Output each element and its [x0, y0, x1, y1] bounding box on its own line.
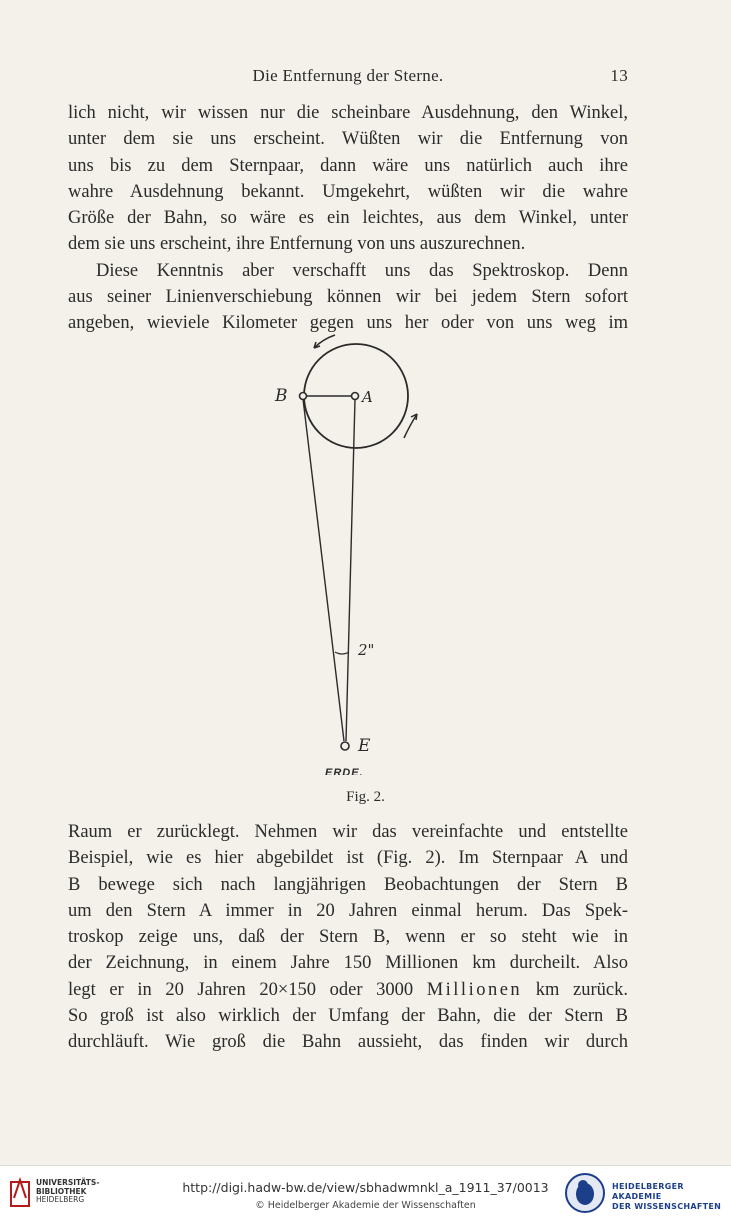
- running-title: Die Entfernung der Sterne.: [252, 66, 444, 85]
- text-line: lich nicht, wir wissen nur die scheinbare Ausdehnung, den Winkel,: [68, 103, 628, 123]
- sightline-a: [346, 399, 355, 741]
- angle-arc: [335, 652, 349, 654]
- text-line: Diese Kenntnis aber verschafft uns das Spektroskop. Denn: [96, 260, 628, 281]
- text-line: um den Stern A immer in 20 Jahren einmal herum. Das Spek-: [68, 900, 628, 921]
- arrow-top-icon: [314, 335, 335, 348]
- label-b: B: [275, 386, 288, 406]
- footer-bar: [0, 1165, 731, 1220]
- text-line: der Zeichnung, in einem Jahre 150 Millionen km durcheilt. Also: [68, 953, 628, 974]
- text-line: Größe der Bahn, so wäre es ein leichtes, aus dem Winkel, unter: [68, 208, 628, 229]
- copyright-notice: © Heidelberger Akademie der Wissenschaften: [255, 1200, 476, 1211]
- label-e: E: [358, 736, 371, 756]
- page-header: [68, 66, 628, 90]
- label-a: A: [362, 388, 373, 406]
- arrow-right-icon: [404, 414, 417, 438]
- page-number: 13: [610, 66, 628, 85]
- text-line: uns bis zu dem Sternpaar, dann wäre uns natürlich auch ihre: [68, 155, 628, 176]
- text-segment: legt er in 20 Jahren 20×150 oder 3000: [68, 979, 414, 1000]
- text-segment: km zurück.: [535, 979, 629, 1000]
- text-line: Raum er zurücklegt. Nehmen wir das vereinfachte und entstellte: [68, 822, 628, 842]
- text-line: Beispiel, wie es hier abgebildet ist (Fig. 2). Im Sternpaar A und: [68, 848, 628, 869]
- text-line: durchläuft. Wie groß die Bahn aussieht, das finden wir durch: [68, 1032, 628, 1053]
- text-line: So groß ist also wirklich der Umfang der Bahn, die der Stern B: [68, 1006, 628, 1027]
- text-line: angeben, wieviele Kilometer gegen uns her oder von uns weg im: [68, 313, 628, 334]
- text-line: wahre Ausdehnung bekannt. Umgekehrt, wüßten wir die wahre: [68, 181, 628, 202]
- text-line: B bewege sich nach langjährigen Beobachtungen der Stern B: [68, 874, 628, 895]
- sightline-b: [303, 399, 344, 741]
- university-library-name: UNIVERSITÄTS- BIBLIOTHEK HEIDELBERG: [36, 1178, 100, 1204]
- label-angle: 2": [358, 641, 375, 659]
- label-earth: ERDE.: [325, 767, 364, 775]
- text-line: dem sie uns erscheint, ihre Entfernung von uns auszurechnen.: [68, 234, 526, 255]
- earth-point: [341, 742, 349, 750]
- star-a: [352, 393, 359, 400]
- text-line: troskop zeige uns, daß der Stern B, wenn er so steht wie in: [68, 927, 628, 948]
- text-line-with-emphasis: [68, 977, 628, 1003]
- text-line: aus seiner Linienverschiebung können wir bei jedem Stern sofort: [68, 287, 628, 308]
- paragraph-1: [68, 100, 628, 337]
- paragraph-2: [68, 819, 628, 1056]
- orbit-figure: [250, 325, 450, 775]
- star-b: [300, 393, 307, 400]
- academy-seal-icon: [564, 1172, 606, 1214]
- text-line: unter dem sie uns erscheint. Wüßten wir die Entfernung von: [68, 129, 628, 150]
- source-url-link[interactable]: http://digi.hadw-bw.de/view/sbhadwmnkl_a_1911_37/0013: [182, 1180, 549, 1195]
- spaced-word: Millionen: [426, 979, 523, 1000]
- figure-caption: Fig. 2.: [346, 789, 385, 805]
- academy-name: HEIDELBERGER AKADEMIE DER WISSENSCHAFTEN: [612, 1182, 722, 1211]
